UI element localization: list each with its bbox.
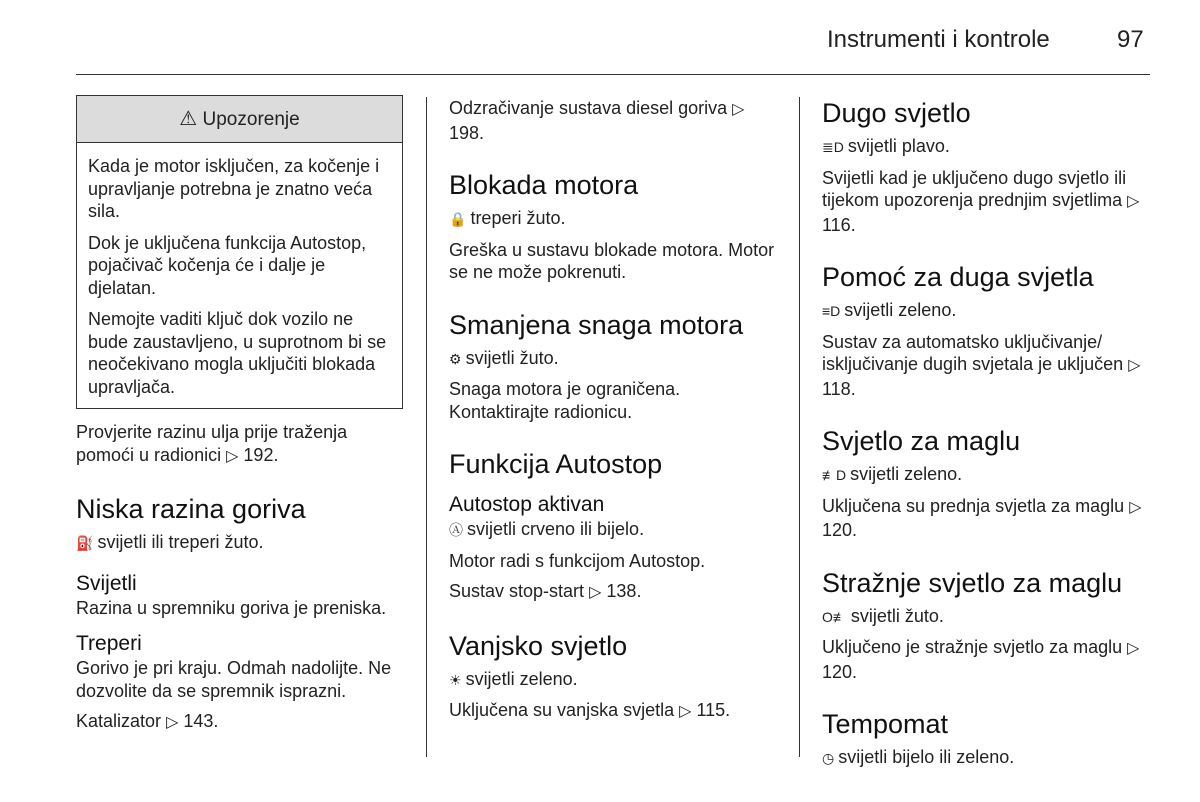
status-line: ☀ svijetli zeleno. [449, 668, 779, 692]
reference-arrow-icon: ▷ [1129, 498, 1142, 516]
body-text: Gorivo je pri kraju. Odmah nadolijte. Ne dozvolite da se spremnik isprazni. [76, 658, 392, 701]
page-reference[interactable]: 120. [822, 520, 858, 540]
exterior-text: Uključena su vanjska svjetla ▷ 115. [449, 700, 731, 720]
status-line: ≡D svijetli zeleno. [822, 299, 1152, 323]
warning-triangle-icon: ⚠ [179, 108, 198, 130]
status-line: ⚙ svijetli žuto. [449, 347, 779, 371]
column-divider [426, 97, 427, 757]
fog-text: Uključena su prednja svjetla za maglu ▷ 120. [822, 495, 1142, 540]
page-reference[interactable]: 115. [696, 700, 731, 720]
body-text: Razina u spremniku goriva je preniska. [76, 597, 387, 618]
status-line: ⛽ svijetli ili treperi žuto. [76, 531, 406, 555]
page-reference[interactable]: 138. [606, 581, 642, 601]
diesel-text: Odzračivanje sustava diesel goriva ▷ 198. [449, 98, 745, 143]
status-line: ◷ svijetli bijelo ili zeleno. [822, 746, 1152, 770]
body-text: Greška u sustavu blokade motora. Motor se ne može pokrenuti. [449, 239, 775, 282]
section-heading: Blokada motora [449, 170, 639, 200]
rear-fog-icon: O≢ [822, 608, 847, 625]
column-1 [76, 95, 406, 735]
autostop-icon: Ⓐ [449, 522, 463, 538]
subsection-heading: Treperi [76, 632, 142, 655]
status-line: Ⓐ svijetli crveno ili bijelo. [449, 518, 779, 542]
page-number: 97 [1117, 26, 1144, 53]
warning-paragraph: Dok je uključena funkcija Autostop, pojačivač kočenja će i dalje je djelatan. [88, 232, 367, 298]
reference-arrow-icon: ▷ [1127, 193, 1140, 210]
rear-fog-text: Uključeno je stražnje svjetlo za maglu ▷ 120. [822, 637, 1140, 682]
subsection-heading: Autostop aktivan [449, 493, 605, 516]
header-rule [76, 74, 1150, 75]
exterior-light-icon: ☀ [449, 671, 462, 688]
cruise-control-icon: ◷ [822, 750, 835, 766]
page-header-title: Instrumenti i kontrole [827, 26, 1050, 53]
section-heading: Svjetlo za maglu [822, 426, 1021, 456]
warning-body [77, 143, 402, 408]
warning-box [76, 95, 403, 409]
section-heading: Pomoć za duga svjetla [822, 262, 1094, 292]
status-line: O≢ svijetli žuto. [822, 605, 1152, 629]
section-heading: Vanjsko svjetlo [449, 630, 628, 661]
section-heading: Niska razina goriva [76, 494, 306, 524]
startstop-text: Sustav stop-start ▷ 138. [449, 581, 642, 601]
subsection-heading: Svijetli [76, 571, 137, 595]
high-beam-icon: ≣D [822, 139, 844, 155]
warning-title: Upozorenje [202, 109, 300, 130]
page-reference[interactable]: 198. [449, 122, 485, 143]
oil-check-text: Provjerite razinu ulja prije traženja pomoći u radionici ▷ 192. [76, 422, 348, 465]
reference-arrow-icon: ▷ [732, 101, 745, 118]
column-divider [799, 97, 800, 757]
column-3 [822, 97, 1152, 770]
column-2 [449, 97, 779, 724]
body-text: Snaga motora je ograničena. Kontaktirajte radionicu. [449, 379, 681, 422]
section-heading: Stražnje svjetlo za maglu [822, 567, 1123, 598]
section-heading: Dugo svjetlo [822, 98, 971, 128]
body-text: Motor radi s funkcijom Autostop. [449, 550, 706, 571]
high-beam-assist-icon: ≡D [822, 303, 841, 319]
page-reference[interactable]: 143. [183, 711, 219, 731]
catalyst-text: Katalizator ▷ 143. [76, 711, 219, 731]
section-heading: Tempomat [822, 709, 949, 739]
high-beam-text: Svijetli kad je uključeno dugo svjetlo ili tijekom upozorenja prednjim svjetlima ▷ 116. [822, 167, 1140, 235]
section-heading: Funkcija Autostop [449, 449, 663, 479]
reference-arrow-icon: ▷ [1127, 640, 1140, 657]
page-reference[interactable]: 118. [822, 378, 856, 399]
status-line: ≢D svijetli zeleno. [822, 463, 1152, 487]
warning-paragraph: Nemojte vaditi ključ dok vozilo ne bude zaustavljeno, u suprotnom bi se neočekivano mogla uključiti blokada upravljača. [88, 309, 387, 397]
fuel-pump-icon: ⛽ [76, 535, 94, 551]
status-line: 🔒 treperi žuto. [449, 207, 779, 231]
page-reference[interactable]: 192. [243, 444, 279, 465]
page-reference[interactable]: 120. [822, 661, 858, 682]
warning-header [77, 96, 402, 143]
reference-arrow-icon: ▷ [166, 714, 179, 731]
page-header [0, 26, 1200, 56]
page-reference[interactable]: 116. [822, 214, 856, 235]
car-lock-icon: 🔒 [449, 211, 467, 227]
reference-arrow-icon: ▷ [679, 703, 692, 720]
warning-paragraph: Kada je motor isključen, za kočenje i upravljanje potrebna je znatno veća sila. [88, 156, 380, 221]
engine-icon: ⚙ [449, 350, 462, 367]
section-heading: Smanjena snaga motora [449, 309, 744, 340]
reference-arrow-icon: ▷ [226, 447, 239, 465]
assist-text: Sustav za automatsko uključivanje/ isključivanje dugih svjetala je uključen ▷ 118. [822, 331, 1141, 399]
reference-arrow-icon: ▷ [589, 584, 602, 601]
front-fog-icon: ≢D [822, 467, 847, 483]
reference-arrow-icon: ▷ [1128, 357, 1141, 374]
status-line: ≣D svijetli plavo. [822, 135, 1152, 159]
